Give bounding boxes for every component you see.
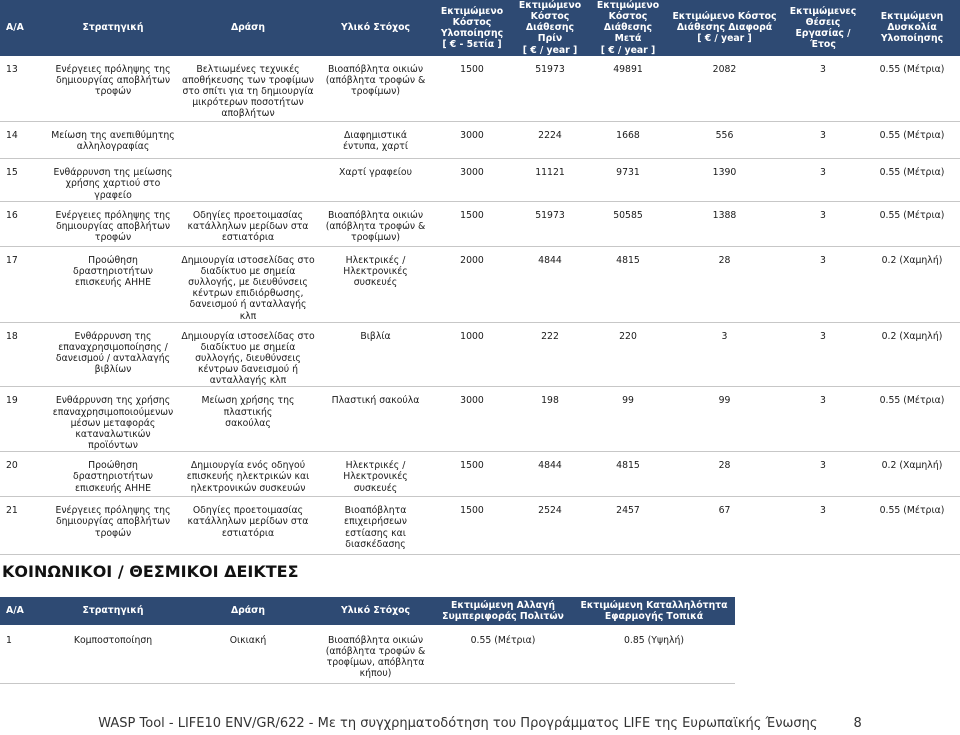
table-row <box>0 246 960 322</box>
header-aa: Α/Α <box>0 597 48 625</box>
row-cost-before: 2524 <box>538 505 562 517</box>
row-difficulty: 0.55 (Μέτρια) <box>879 167 945 179</box>
row-cost-diff: 1390 <box>712 167 737 179</box>
row-id: 18 <box>6 330 18 342</box>
table-row <box>0 452 960 497</box>
row-material: Ηλεκτρικές / Ηλεκτρονικές συσκευές <box>343 460 408 494</box>
row-cost-after: 1668 <box>616 130 640 142</box>
row-cost-before: 4844 <box>538 254 562 266</box>
row-strategy: Μείωση της ανεπιθύμητης αλληλογραφίας <box>51 130 175 153</box>
row-cost-after: 220 <box>619 330 637 342</box>
row-jobs: 3 <box>820 167 826 179</box>
row-material: Πλαστική σακούλα <box>331 395 420 407</box>
row-jobs: 3 <box>820 395 826 407</box>
header-cost-diff: Εκτιμώμενο Κόστος Διάθεσης Διαφορά [ € / year ] <box>667 0 782 56</box>
row-cost-diff: 99 <box>718 395 731 407</box>
row-action: Οδηγίες προετοιμασίας κατάλληλων μερίδων στα εστιατόρια <box>187 505 309 539</box>
footer-text: WASP Tool - LIFE10 ENV/GR/622 - Με τη συγχρηματοδότηση του Προγράμματος LIFE της Ευρωπαϊκής Ένωσης <box>98 716 818 731</box>
row-cost-impl: 2000 <box>460 254 484 266</box>
row-cost-diff: 2082 <box>712 63 737 75</box>
row-strategy: Προώθηση δραστηριοτήτων επισκευής ΑΗΗΕ <box>73 460 153 494</box>
row-cost-diff: 3 <box>721 330 728 342</box>
row-cost-diff: 28 <box>718 460 731 472</box>
row-cost-impl: 3000 <box>460 167 484 179</box>
row-strategy: Ενθάρρυνση της επαναχρησιμοποίησης / δανεισμού / ανταλλαγής βιβλίων <box>55 330 171 376</box>
row-id: 14 <box>6 130 18 142</box>
section-title: ΚΟΙΝΩΝΙΚΟΙ / ΘΕΣΜΙΚΟΙ ΔΕΙΚΤΕΣ <box>2 562 299 581</box>
row-id: 16 <box>6 209 18 221</box>
row-id: 17 <box>6 254 18 266</box>
row-strategy: Ενέργειες πρόληψης της δημιουργίας αποβλήτων τροφών <box>55 63 171 98</box>
header-aa: Α/Α <box>0 0 48 56</box>
row-cost-diff: 1388 <box>712 209 737 221</box>
header-cost-after: Εκτιμώμενο Κόστος Διάθεσης Μετά [ € / year ] <box>589 0 667 56</box>
row-difficulty: 0.2 (Χαμηλή) <box>881 330 943 342</box>
row-cost-before: 4844 <box>538 460 562 472</box>
row-cost-impl: 3000 <box>460 130 484 142</box>
header-jobs: Εκτιμώμενες Θέσεις Εργασίας / Έτος <box>782 0 864 56</box>
header-material: Υλικό Στόχος <box>318 0 433 56</box>
row-id: 21 <box>6 505 18 517</box>
row-material: Ηλεκτρικές / Ηλεκτρονικές συσκευές <box>343 254 408 289</box>
table-header-row <box>0 0 960 56</box>
row-jobs: 3 <box>820 130 826 142</box>
table-row <box>0 497 960 555</box>
row-cost-impl: 1500 <box>460 63 484 75</box>
row-cost-impl: 1500 <box>460 505 484 517</box>
header-local-suitability: Εκτιμώμενη Καταλληλότητα Εφαρμογής Τοπικά <box>573 597 735 625</box>
row-difficulty: 0.55 (Μέτρια) <box>879 209 945 221</box>
row-cost-after: 99 <box>622 395 634 407</box>
header-difficulty: Εκτιμώμενη Δυσκολία Υλοποίησης <box>864 0 960 56</box>
table-row <box>0 201 960 246</box>
row-cost-impl: 1000 <box>460 330 484 342</box>
header-action: Δράση <box>178 0 318 56</box>
table-row <box>0 625 735 683</box>
header-behavior-change: Εκτιμώμενη Αλλαγή Συμπεριφοράς Πολιτών <box>433 597 573 625</box>
row-difficulty: 0.55 (Μέτρια) <box>879 63 945 75</box>
row-behavior-change: 0.55 (Μέτρια) <box>470 635 536 646</box>
table-row <box>0 56 960 122</box>
row-id: 20 <box>6 460 18 472</box>
row-material: Διαφημιστικά έντυπα, χαρτί <box>343 130 408 153</box>
header-cost-impl: Εκτιμώμενο Κόστος Υλοποίησης [ € - 5ετία ] <box>433 0 511 56</box>
row-jobs: 3 <box>820 460 826 472</box>
header-cost-before: Εκτιμώμενο Κόστος Διάθεσης Πρίν [ € / year ] <box>511 0 589 56</box>
row-cost-impl: 3000 <box>460 395 484 407</box>
row-cost-before: 51973 <box>535 63 565 75</box>
table-header-row <box>0 597 735 625</box>
row-cost-after: 4815 <box>616 254 640 266</box>
row-strategy: Προώθηση δραστηριοτήτων επισκευής ΑΗΗΕ <box>73 254 153 289</box>
row-cost-before: 11121 <box>535 167 565 179</box>
row-cost-before: 51973 <box>535 209 565 221</box>
header-action: Δράση <box>178 597 318 625</box>
row-strategy: Ενθάρρυνση της χρήσης επαναχρησιμοποιούμενων μέσων μεταφοράς καταναλωτικών προϊόντων <box>52 395 174 452</box>
row-id: 15 <box>6 167 18 179</box>
row-cost-before: 198 <box>541 395 559 407</box>
row-jobs: 3 <box>820 254 826 266</box>
row-jobs: 3 <box>820 63 826 75</box>
row-jobs: 3 <box>820 505 826 517</box>
row-cost-before: 2224 <box>538 130 562 142</box>
row-action: Οικιακή <box>229 635 267 646</box>
table-row <box>0 322 960 387</box>
header-strategy: Στρατηγική <box>48 597 178 625</box>
row-id: 13 <box>6 63 18 75</box>
row-cost-impl: 1500 <box>460 209 484 221</box>
table-row <box>0 159 960 201</box>
page-number: 8 <box>853 716 862 731</box>
row-cost-after: 49891 <box>613 63 643 75</box>
row-cost-diff: 67 <box>718 505 731 517</box>
page-footer <box>0 716 960 731</box>
row-action <box>178 159 318 201</box>
row-cost-diff: 28 <box>718 254 731 266</box>
row-cost-impl: 1500 <box>460 460 484 472</box>
row-id: 1 <box>6 635 12 646</box>
row-action <box>178 122 318 159</box>
row-cost-after: 50585 <box>613 209 643 221</box>
row-cost-after: 9731 <box>616 167 640 179</box>
row-cost-diff: 556 <box>715 130 734 142</box>
row-strategy: Κομποστοποίηση <box>73 635 153 646</box>
row-action: Μείωση χρήσης της πλαστικής σακούλας <box>201 395 295 429</box>
row-jobs: 3 <box>820 209 826 221</box>
row-difficulty: 0.2 (Χαμηλή) <box>881 254 943 266</box>
row-action: Δημιουργία ιστοσελίδας στο διαδίκτυο με σημεία συλλογής, με διευθύνσεις κέντρων επιδιόρθωσης, δανεισμού ή ανταλλαγής κλπ <box>181 254 315 322</box>
row-action: Βελτιωμένες τεχνικές αποθήκευσης των τροφίμων στο σπίτι για τη δημιουργία μικρότερων ποσοτήτων αποβλήτων <box>182 63 314 120</box>
table-row <box>0 122 960 159</box>
row-action: Οδηγίες προετοιμασίας κατάλληλων μερίδων στα εστιατόρια <box>187 209 309 244</box>
row-cost-before: 222 <box>541 330 559 342</box>
row-difficulty: 0.55 (Μέτρια) <box>879 130 945 142</box>
row-strategy: Ενθάρρυνση της μείωσης χρήσης χαρτιού στο γραφείο <box>53 167 173 201</box>
row-material: Βιοαπόβλητα οικιών (απόβλητα τροφών & τροφίμων) <box>325 63 426 98</box>
row-action: Δημιουργία ιστοσελίδας στο διαδίκτυο με σημεία συλλογής, διευθύνσεις κέντρων δανεισμού ή ανταλλαγής κλπ <box>181 330 315 387</box>
row-material: Βιοαπόβλητα οικιών (απόβλητα τροφών & τροφίμων) <box>325 209 426 244</box>
row-difficulty: 0.55 (Μέτρια) <box>879 505 945 517</box>
row-material: Βιβλία <box>360 330 391 342</box>
row-material: Βιοαπόβλητα οικιών (απόβλητα τροφών & τροφίμων, απόβλητα κήπου) <box>325 635 426 680</box>
row-material: Βιοαπόβλητα επιχειρήσεων εστίασης και διασκέδασης <box>344 505 407 550</box>
table-row <box>0 387 960 452</box>
row-cost-after: 4815 <box>616 460 640 472</box>
row-strategy: Ενέργειες πρόληψης της δημιουργίας αποβλήτων τροφών <box>55 505 171 539</box>
row-id: 19 <box>6 395 18 407</box>
row-strategy: Ενέργειες πρόληψης της δημιουργίας αποβλήτων τροφών <box>55 209 171 244</box>
row-local-suitability: 0.85 (Υψηλή) <box>623 635 684 646</box>
row-difficulty: 0.2 (Χαμηλή) <box>881 460 943 472</box>
row-difficulty: 0.55 (Μέτρια) <box>879 395 945 407</box>
header-material: Υλικό Στόχος <box>318 597 433 625</box>
social-indicators-table <box>0 597 735 684</box>
row-cost-after: 2457 <box>616 505 640 517</box>
row-jobs: 3 <box>820 330 826 342</box>
header-strategy: Στρατηγική <box>48 0 178 56</box>
row-action: Δημιουργία ενός οδηγού επισκευής ηλεκτρικών και ηλεκτρονικών συσκευών <box>186 460 310 494</box>
row-material: Χαρτί γραφείου <box>339 167 412 179</box>
